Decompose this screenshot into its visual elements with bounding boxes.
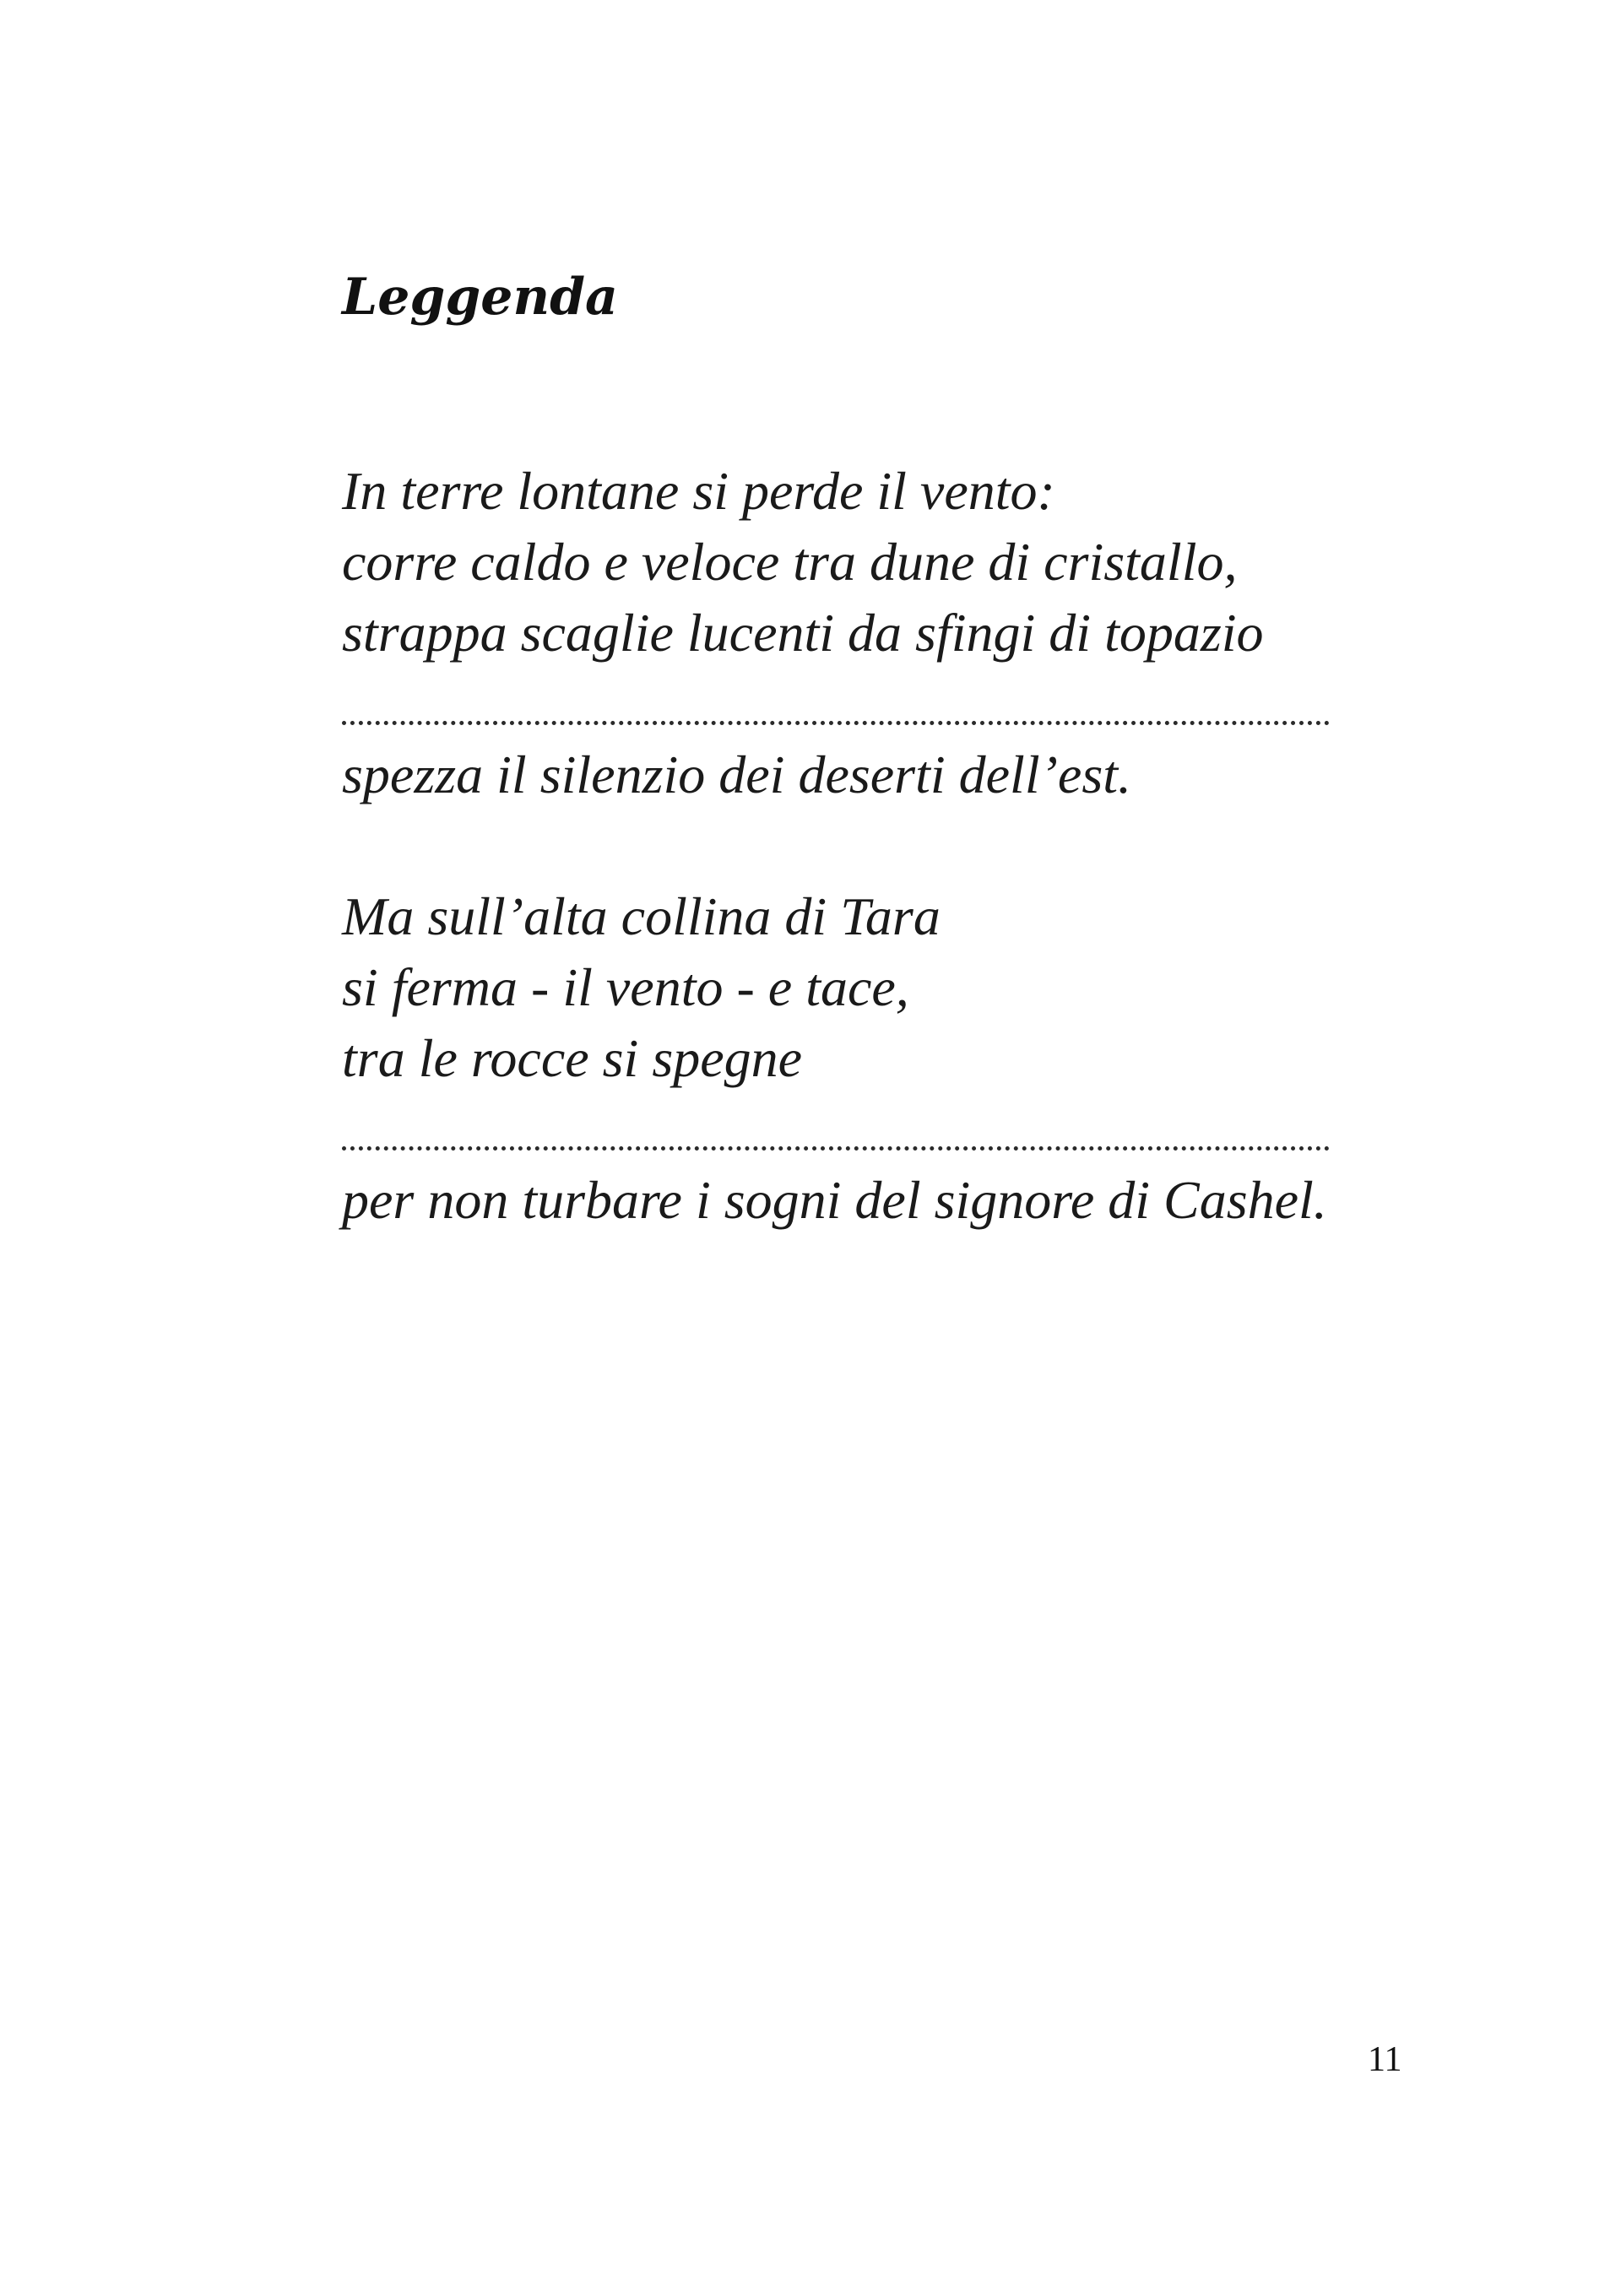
verse-line: spezza il silenzio dei deserti dell’est.	[342, 745, 1131, 804]
stanza-2	[342, 881, 1439, 1236]
poem-body	[342, 456, 1439, 1307]
verse-line: tra le rocce si spegne	[342, 1028, 803, 1088]
verse-line: Ma sull’alta collina di Tara	[342, 886, 941, 946]
verse-line: si ferma - il vento - e tace,	[342, 957, 909, 1017]
verse-line: In terre lontane si perde il vento:	[342, 461, 1055, 521]
verse-line: strappa scaglie lucenti da sfingi di topazio	[342, 603, 1264, 663]
poem-title: Leggenda	[342, 268, 618, 327]
ellipsis-line	[342, 669, 1330, 739]
ellipsis-line	[342, 1094, 1330, 1165]
page-number: 11	[1368, 2040, 1402, 2079]
verse-line: per non turbare i sogni del signore di Cashel.	[342, 1170, 1327, 1230]
verse-line: corre caldo e veloce tra dune di cristallo,	[342, 532, 1238, 592]
stanza-1	[342, 456, 1439, 810]
